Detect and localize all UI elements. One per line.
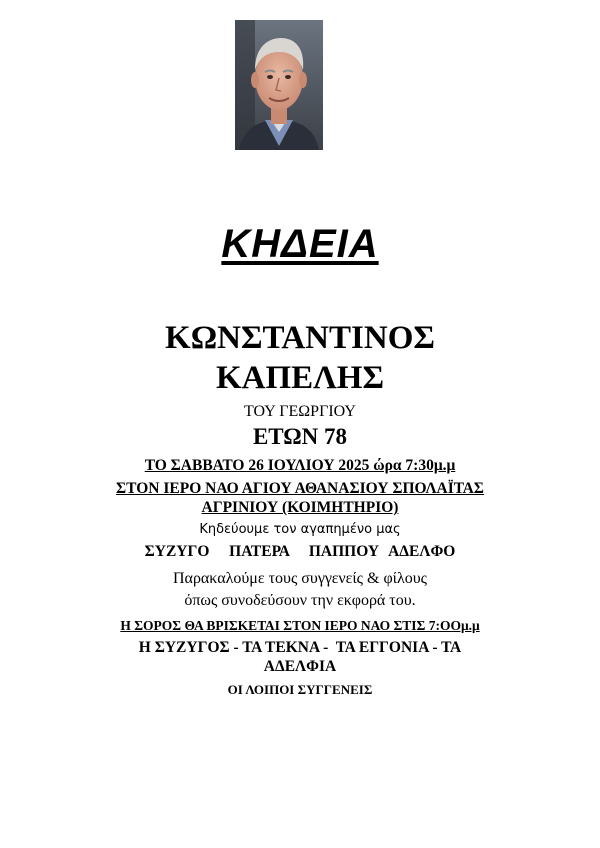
notice-body xyxy=(0,318,600,697)
deceased-first-name: ΚΩΝΣΤΑΝΤΙΝΟΣ xyxy=(165,320,435,356)
notice-heading: ΚΗΔΕΙΑ xyxy=(221,222,379,266)
funeral-date-time: ΤΟ ΣΑΒΒΑΤΟ 26 ΙΟΥΛΙΟΥ 2025 ώρα 7:30μ.μ xyxy=(144,456,456,474)
church-line-2: ΑΓΡΙΝΙΟΥ (ΚΟΙΜΗΤΗΡΙΟ) xyxy=(201,499,399,517)
remains-text: Η ΣΟΡΟΣ ΘΑ ΒΡΙΣΚΕΤΑΙ ΣΤΟΝ ΙΕΡΟ ΝΑΟ ΣΤΙΣ 7:ΟΟμ.μ xyxy=(120,617,480,633)
intro-text: Κηδεύουμε τον αγαπημένο μας xyxy=(199,522,401,538)
portrait-photo xyxy=(235,20,323,150)
fathers-name: ΤΟΥ ΓΕΩΡΓΙΟΥ xyxy=(244,403,356,420)
family-line-1: Η ΣΥΖΥΓΟΣ - ΤΑ ΤΕΚΝΑ - ΤΑ ΕΓΓΟΝΙΑ - ΤΑ xyxy=(138,638,462,656)
church-line-1: ΣΤΟΝ ΙΕΡΟ ΝΑΟ ΑΓΙΟΥ ΑΘΑΝΑΣΙΟΥ ΣΠΟΛΑΪΤΑΣ xyxy=(116,480,484,498)
request-line-1: Παρακαλούμε τους συγγενείς & φίλους xyxy=(173,569,427,587)
age-text: ΕΤΩΝ 78 xyxy=(252,424,348,450)
request-line-2: όπως συνοδεύσουν την εκφορά του. xyxy=(184,591,416,609)
other-relatives: ΟΙ ΛΟΙΠΟΙ ΣΥΓΓΕΝΕΙΣ xyxy=(227,681,373,697)
relations-text: ΣΥΖΥΓΟ ΠΑΤΕΡΑ ΠΑΠΠΟΥ ΑΔΕΛΦΟ xyxy=(144,542,456,560)
deceased-surname: ΚΑΠΕΛΗΣ xyxy=(215,360,385,396)
family-line-2: ΑΔΕΛΦΙΑ xyxy=(263,657,337,675)
